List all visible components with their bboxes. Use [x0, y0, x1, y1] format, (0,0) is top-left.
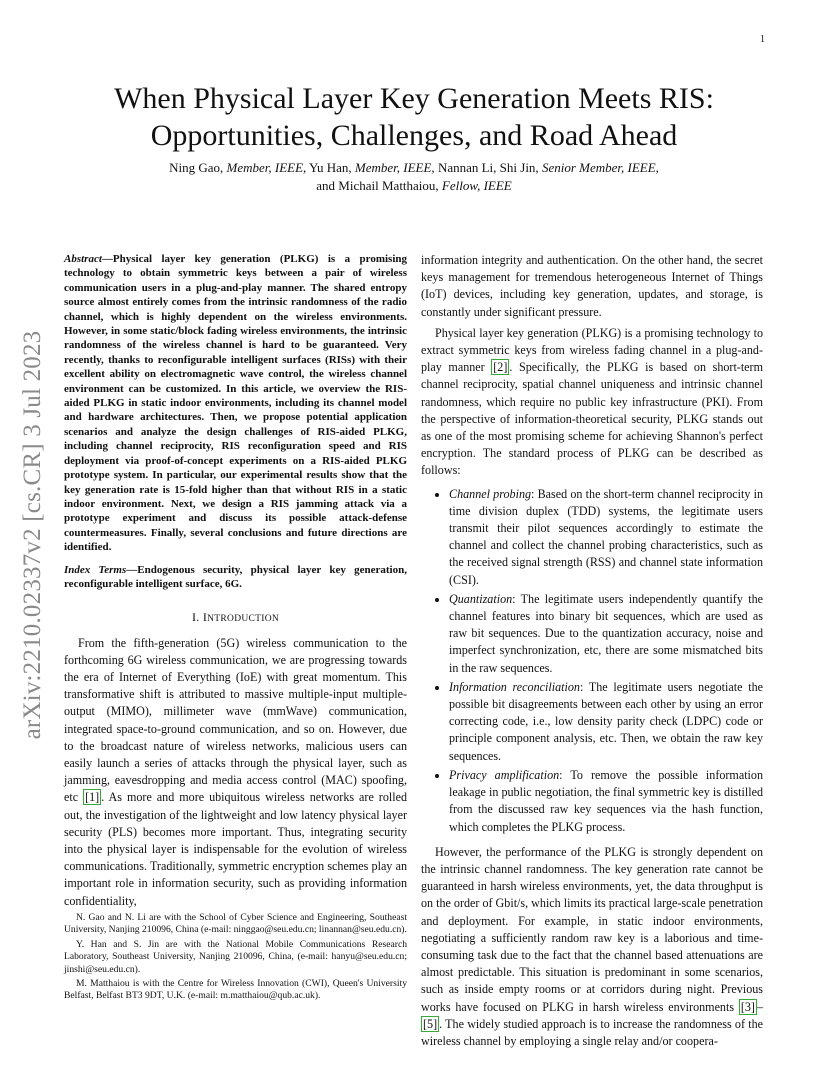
footnote-2: Y. Han and S. Jin are with the National Mobile Communications Research Laboratory, Southeast University, Nanjing 210096, China, (e-mail: hanyu@seu.edu.cn; jinshi@seu.edu.cn). — [64, 938, 407, 975]
author-4-role: Senior Member, IEEE, — [541, 160, 659, 175]
citation-link-5[interactable]: [5] — [423, 1016, 438, 1031]
index-terms-text: —Endogenous security, physical layer key generation, reconfigurable intelligent surface, 6G. — [64, 563, 407, 590]
author-3-4: Nannan Li, Shi Jin, — [434, 160, 542, 175]
page-number: 1 — [760, 34, 765, 45]
footnote-3: M. Matthaiou is with the Centre for Wireless Innovation (CWI), Queen's University Belfast, Belfast BT3 9DT, U.K. (e-mail: m.matthaiou@qub.ac.uk). — [64, 978, 407, 1002]
abstract-text: —Physical layer key generation (PLKG) is a promising technology to obtain symmetric keys between a pair of wireless communication users in a plug-and-play manner. The shared entropy source almost entirely comes from the intrinsic randomness of the radio channel, which is highly dependent on the wireless environments. However, in some static/block fading wireless environments, the intrinsic randomness of the wireless channel is hard to be guaranteed. Very recently, thanks to reconfigurable intelligent surfaces (RISs) with their excellent ability on electromagnetic wave control, the wireless channel environment can be customized. In this article, we overview the RIS-aided PLKG in static indoor environments, including its channel model and hardware architectures. Then, we propose potential application scenarios and analyze the design challenges of RIS-aided PLKG, including channel reciprocity, RIS reconfiguration speed and RIS deployment via proof-of-concept experiments on a RIS-aided PLKG prototype system. In particular, our experimental results show that the key generation rate is 15-fold higher than that without RIS in a static indoor environment. Next, we design a RIS jamming attack via a prototype experiment and discuss its possible attack-defense countermeasures. Finally, several conclusions and future directions are identified. — [64, 253, 407, 554]
author-5-role: Fellow, IEEE — [441, 178, 512, 193]
title-line-2: Opportunities, Challenges, and Road Ahead — [150, 119, 678, 152]
intro-paragraph-1: From the fifth-generation (5G) wireless communication to the forthcoming 6G wireless communication, we are progressing towards the era of Internet of Everything (IoE) with great momentum. This transformative shift is attributed to massive multiple-input multiple-output (MIMO), millimeter wave (mmWave) communication, integrated space-to-ground communication, and so on. However, due to the broadcast nature of wireless networks, malicious users can easily launch a series of attacks through the physical layer, such as jamming, eavesdropping and media access control (MAC) spoofing, etc [1] . As more and more ubiquitous wireless networks are rolled out, the investigation of the lightweight and low latency physical layer security (PLS) becomes more important. Thus, integrating security into the physical layer is indispensable for the evolution of wireless communications. Traditionally, symmetric encryption schemes play an important role in information security, such as providing information confidentiality, — [64, 635, 408, 908]
arxiv-stamp-text: arXiv:2210.02337v2 [cs.CR] 3 Jul 2023 — [19, 330, 46, 740]
author-1-role: Member, IEEE, — [226, 160, 307, 175]
list-item-information-reconciliation: • Information reconciliation: The legitimate users negotiate the possible bit disagreements between each other by using an error correcting code, i.e., low density parity check (LDPC) code or principle component analysis, etc. Then, we obtain the raw key sequences. — [449, 679, 763, 765]
arxiv-stamp — [18, 300, 48, 770]
right-paragraph-2: However, the performance of the PLKG is strongly dependent on the intrinsic channel randomness. The key generation rate cannot be guaranteed in harsh wireless environments, yet, the data throughput is on the order of Gbit/s, which limits its practical large-scale penetration and deployment. For example, in static indoor environments, negotiating a sufficiently random raw key is a laborious and time-consuming task due to the fact that the channel based attenuations are almost predictable. This situation is predominant in some scenarios, such as inside empty rooms or at corridors during night. Previous works have focused on PLKG in harsh wireless environments [3] –[5] . The widely studied approach is to increase the randomness of the wireless channel by employing a single relay and/or coopera- — [421, 844, 763, 1048]
author-2-role: Member, IEEE, — [354, 160, 435, 175]
left-column — [64, 252, 407, 910]
right-paragraph-0: information integrity and authentication. On the other hand, the secret keys management for tremendous heterogeneous Internet of Things (IoT) devices, including key generation, updates, and storage, is constantly under significant pressure. — [421, 253, 763, 319]
right-paragraph-1: Physical layer key generation (PLKG) is a promising technology to extract symmetric keys from wireless fading channel in a plug-and-play manner [2] . Specifically, the PLKG is based on short-term channel reciprocity, spatial channel uniqueness and intrinsic channel randomness, which require no public key infrastructure (PKI). From the perspective of information-theoretical security, PLKG stands out as one of the most promising scheme for achieving Shannon's perfect encryption. The standard process of PLKG can be described as follows: — [421, 325, 763, 478]
list-item-privacy-amplification: • Privacy amplification: To remove the possible information leakage in public negotiation, the final symmetric key is distilled from the discussed raw key sequences via the hash function, which completes the PLKG process. — [449, 767, 763, 836]
index-terms — [64, 563, 407, 592]
author-list — [60, 159, 768, 195]
author-1: Ning Gao, — [169, 160, 227, 175]
author-5: and Michail Matthaiou, — [316, 178, 442, 193]
title-line-1: When Physical Layer Key Generation Meets RIS: — [114, 82, 714, 115]
abstract-label: Abstract — [64, 253, 102, 265]
citation-link-2[interactable]: [2] — [493, 360, 508, 375]
footnote-1: N. Gao and N. Li are with the School of Cyber Science and Engineering, Southeast University, Nanjing 210096, China (e-mail: ninggao@seu.edu.cn; linannan@seu.edu.cn). — [64, 912, 407, 936]
plkg-process-list — [421, 486, 763, 836]
index-terms-label: Index Terms — [64, 563, 127, 576]
abstract — [64, 252, 407, 555]
list-item-channel-probing: • Channel probing: Based on the short-term channel reciprocity in time division duplex (TDD) systems, the legitimate users transmit their pilot sequences accordingly to estimate the channel and collect the channel probing characteristics, such as the received signal strength (RSS) and channel state information (CSI). — [449, 486, 763, 589]
citation-link-1[interactable]: [1] — [85, 790, 100, 805]
footnotes — [64, 912, 407, 1005]
right-column — [421, 252, 763, 1050]
list-item-quantization: • Quantization: The legitimate users independently quantify the channel features into binary bit sequences, which are used as raw bit sequences. Due to the quantization accuracy, noise and imperfect synchronization, etc, there are some mismatched bits in the raw sequences. — [449, 591, 763, 677]
section-heading-introduction: I. INTRODUCTION — [191, 610, 280, 625]
paper-title — [60, 80, 768, 154]
citation-link-3[interactable]: [3] — [740, 999, 755, 1014]
author-2: Yu Han, — [306, 160, 355, 175]
